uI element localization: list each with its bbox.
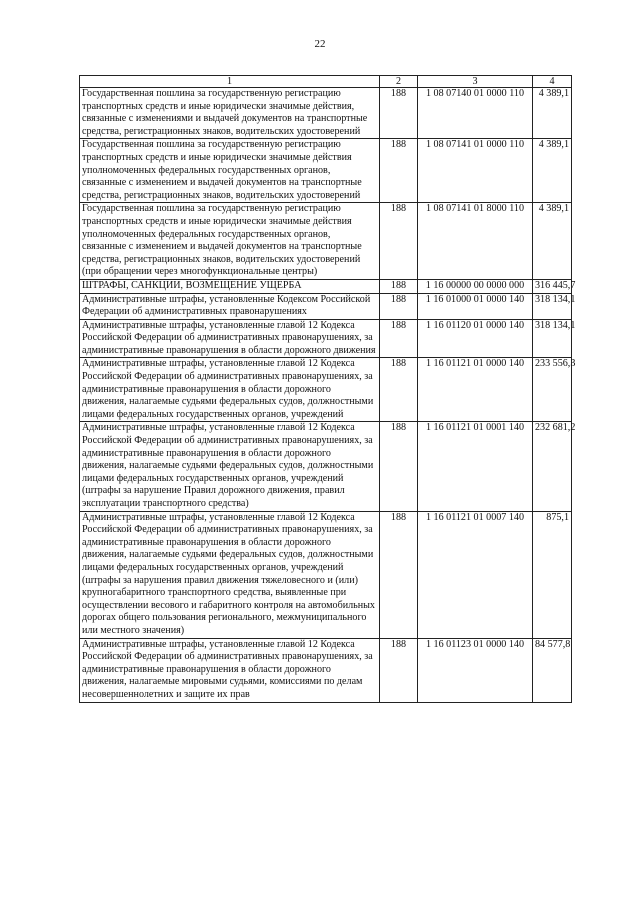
amount: 318 134,1 — [533, 293, 572, 319]
row-description: ШТРАФЫ, САНКЦИИ, ВОЗМЕЩЕНИЕ УЩЕРБА — [80, 279, 380, 293]
column-header: 2 — [380, 76, 418, 88]
row-description: Государственная пошлина за государственную регистрацию транспортных средств и иные юридически значимые действия уполномоченных федеральных государственных органов, связанные с изменением и выдачей документов на транспортные средства, регистрационных знаков, водительских удостоверений (при обращении через многофункциональные центры) — [80, 203, 380, 280]
row-description: Государственная пошлина за государственную регистрацию транспортных средств и иные юридически значимые действия, связанные с изменениями и выдачей документов на транспортные средства, регистрационных знаков, водительских удостоверений — [80, 88, 380, 139]
admin-code: 188 — [380, 293, 418, 319]
admin-code: 188 — [380, 203, 418, 280]
table-row — [80, 293, 572, 319]
page-number: 22 — [314, 38, 326, 50]
amount: 4 389,1 — [533, 203, 572, 280]
table-row — [80, 638, 572, 702]
admin-code: 188 — [380, 319, 418, 358]
amount: 318 134,1 — [533, 319, 572, 358]
amount: 233 556,3 — [533, 358, 572, 422]
budget-classification-code: 1 16 01000 01 0000 140 — [418, 293, 533, 319]
table-row — [80, 511, 572, 638]
column-header: 1 — [80, 76, 380, 88]
budget-classification-code: 1 16 01120 01 0000 140 — [418, 319, 533, 358]
amount: 316 445,7 — [533, 279, 572, 293]
amount: 84 577,8 — [533, 638, 572, 702]
budget-classification-code: 1 16 01121 01 0007 140 — [418, 511, 533, 638]
budget-classification-code: 1 16 01121 01 0000 140 — [418, 358, 533, 422]
column-header: 3 — [418, 76, 533, 88]
admin-code: 188 — [380, 358, 418, 422]
amount: 232 681,2 — [533, 422, 572, 511]
budget-classification-code: 1 08 07141 01 0000 110 — [418, 139, 533, 203]
budget-classification-code: 1 08 07140 01 0000 110 — [418, 88, 533, 139]
amount: 875,1 — [533, 511, 572, 638]
amount: 4 389,1 — [533, 139, 572, 203]
table-row — [80, 358, 572, 422]
table-row — [80, 139, 572, 203]
table-row — [80, 88, 572, 139]
row-description: Административные штрафы, установленные Кодексом Российской Федерации об административных правонарушениях — [80, 293, 380, 319]
row-description: Административные штрафы, установленные главой 12 Кодекса Российской Федерации об административных правонарушениях, за административные правонарушения в области дорожного движения, налагаемые судьями федеральных судов, должностными лицами федеральных государственных органов, учреждений — [80, 358, 380, 422]
table-row — [80, 422, 572, 511]
admin-code: 188 — [380, 279, 418, 293]
budget-classification-code: 1 08 07141 01 8000 110 — [418, 203, 533, 280]
budget-classification-code: 1 16 00000 00 0000 000 — [418, 279, 533, 293]
table-row — [80, 319, 572, 358]
admin-code: 188 — [380, 88, 418, 139]
admin-code: 188 — [380, 511, 418, 638]
row-description: Административные штрафы, установленные главой 12 Кодекса Российской Федерации об административных правонарушениях, за административные правонарушения в области дорожного движения, налагаемые судьями федеральных судов, должностными лицами федеральных государственных органов, учреждений (штрафы за нарушение Правил дорожного движения, правил эксплуатации транспортного средства) — [80, 422, 380, 511]
table-header-row — [80, 76, 572, 88]
row-description: Административные штрафы, установленные главой 12 Кодекса Российской Федерации об административных правонарушениях, за административные правонарушения в области дорожного движения, налагаемые мировыми судьями, комиссиями по делам несовершеннолетних и защите их прав — [80, 638, 380, 702]
budget-classification-code: 1 16 01123 01 0000 140 — [418, 638, 533, 702]
table-row — [80, 203, 572, 280]
admin-code: 188 — [380, 638, 418, 702]
admin-code: 188 — [380, 139, 418, 203]
amount: 4 389,1 — [533, 88, 572, 139]
row-description: Государственная пошлина за государственную регистрацию транспортных средств и иные юридически значимые действия уполномоченных федеральных государственных органов, связанные с изменением и выдачей документов на транспортные средства, регистрационных знаков, водительских удостоверений — [80, 139, 380, 203]
row-description: Административные штрафы, установленные главой 12 Кодекса Российской Федерации об административных правонарушениях, за административные правонарушения в области дорожного движения, налагаемые судьями федеральных судов, должностными лицами федеральных государственных органов, учреждений (штрафы за нарушения правил движения тяжеловесного и (или) крупногабаритного транспортного средства, выявленные при осуществлении весового и габаритного контроля на автомобильных дорогах общего пользования регионального, межмуниципального или местного значения) — [80, 511, 380, 638]
table-row — [80, 279, 572, 293]
column-header: 4 — [533, 76, 572, 88]
row-description: Административные штрафы, установленные главой 12 Кодекса Российской Федерации об административных правонарушениях, за административные правонарушения в области дорожного движения — [80, 319, 380, 358]
revenue-table — [79, 75, 576, 703]
admin-code: 188 — [380, 422, 418, 511]
budget-classification-code: 1 16 01121 01 0001 140 — [418, 422, 533, 511]
